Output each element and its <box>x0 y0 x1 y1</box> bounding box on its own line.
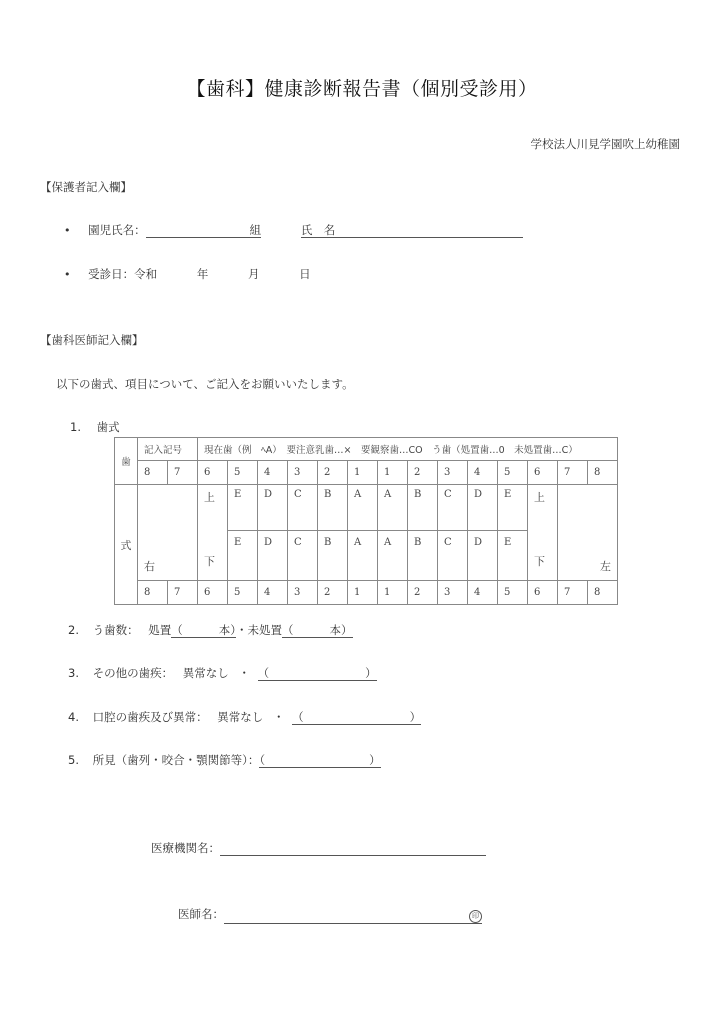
upper-tooth-number: 8 <box>588 461 618 485</box>
instruction-text: 以下の歯式、項目について、ご記入をお願いいたします。 <box>56 377 354 391</box>
no-abnormality-option[interactable]: 異常なし <box>217 710 264 724</box>
upper-primary-tooth-cell[interactable]: D <box>468 485 498 531</box>
lower-tooth-number: 7 <box>168 581 198 605</box>
year-label: 年 <box>196 267 209 281</box>
lower-primary-tooth-cell[interactable]: C <box>288 531 318 581</box>
item3-number: 3. <box>68 666 79 680</box>
upper-primary-tooth-cell[interactable]: C <box>288 485 318 531</box>
child-name-row <box>64 222 523 238</box>
doctor-label: 医師名： <box>178 907 224 921</box>
treated-count-field[interactable] <box>171 623 236 638</box>
bullet-icon: • <box>64 268 71 281</box>
name-field[interactable] <box>301 223 524 238</box>
open-paren: （ <box>292 710 304 724</box>
lower-label: 下 <box>534 555 545 568</box>
month-label: 月 <box>247 267 260 281</box>
upper-lower-cell-right[interactable] <box>198 485 228 581</box>
upper-tooth-number: 4 <box>468 461 498 485</box>
right-label: 右 <box>144 560 155 573</box>
upper-primary-tooth-cell[interactable]: E <box>228 485 258 531</box>
upper-tooth-number: 3 <box>288 461 318 485</box>
row-header-formula: 式 <box>115 485 138 605</box>
exam-date-label: 受診日：令和 <box>88 267 158 281</box>
item3-label: その他の歯疾： <box>92 666 174 680</box>
upper-tooth-number: 2 <box>408 461 438 485</box>
symbol-header: 記入記号 <box>138 438 198 461</box>
page-title: 【歯科】健康診断報告書（個別受診用） <box>186 78 538 100</box>
left-label: 左 <box>600 560 611 573</box>
item1-label: 歯式 <box>96 420 120 434</box>
lower-primary-tooth-cell[interactable]: A <box>348 531 378 581</box>
item1-number: 1. <box>70 420 81 434</box>
left-side-cell[interactable] <box>558 485 618 581</box>
lower-tooth-number: 3 <box>438 581 468 605</box>
lower-tooth-number: 5 <box>228 581 258 605</box>
upper-tooth-number: 5 <box>498 461 528 485</box>
upper-primary-tooth-cell[interactable]: A <box>378 485 408 531</box>
lower-tooth-number: 6 <box>528 581 558 605</box>
lower-tooth-number: 8 <box>138 581 168 605</box>
upper-primary-tooth-cell[interactable]: A <box>348 485 378 531</box>
symbol-legend: 現在歯（例 ﾍA） 要注意乳歯…× 要観察歯…CO う歯（処置歯…0 未処置歯…C） <box>198 438 618 461</box>
item5-field[interactable] <box>259 753 380 768</box>
close-paren: ） <box>409 710 422 724</box>
doctor-row <box>178 906 482 924</box>
lower-tooth-number: 5 <box>498 581 528 605</box>
upper-tooth-number: 7 <box>168 461 198 485</box>
institution-row <box>151 840 486 856</box>
upper-label: 上 <box>204 491 215 504</box>
lower-tooth-number: 1 <box>378 581 408 605</box>
open-paren: （ <box>171 623 183 637</box>
open-paren: （ <box>259 753 266 767</box>
guardian-section-heading: 【保護者記入欄】 <box>40 180 132 194</box>
item2-label: う歯数： <box>92 623 139 637</box>
right-side-cell[interactable] <box>138 485 198 581</box>
doctor-field[interactable] <box>224 907 482 924</box>
item2-number: 2. <box>68 623 79 637</box>
item3-row <box>68 665 377 681</box>
lower-tooth-number: 2 <box>408 581 438 605</box>
lower-primary-tooth-cell[interactable]: B <box>318 531 348 581</box>
institution-label: 医療機関名： <box>151 841 220 855</box>
class-field[interactable] <box>146 223 262 238</box>
lower-primary-tooth-cell[interactable]: E <box>498 531 528 581</box>
lower-label: 下 <box>204 555 215 568</box>
lower-tooth-number: 4 <box>468 581 498 605</box>
row-header-teeth: 歯 <box>115 438 138 485</box>
upper-primary-tooth-cell[interactable]: D <box>258 485 288 531</box>
item4-row <box>68 709 421 725</box>
item1-row <box>70 419 120 435</box>
item5-number: 5. <box>68 753 79 767</box>
close-paren: ） <box>365 666 377 680</box>
item4-field[interactable] <box>292 710 421 725</box>
separator: ・ <box>238 666 250 680</box>
lower-tooth-number: 3 <box>288 581 318 605</box>
item5-row <box>68 752 381 768</box>
open-paren: （ <box>282 623 294 637</box>
lower-primary-tooth-cell[interactable]: E <box>228 531 258 581</box>
lower-primary-tooth-cell[interactable]: D <box>258 531 288 581</box>
upper-tooth-number: 1 <box>378 461 408 485</box>
lower-tooth-number: 6 <box>198 581 228 605</box>
upper-tooth-number: 8 <box>138 461 168 485</box>
name-label: 氏 名 <box>300 223 336 237</box>
upper-tooth-number: 2 <box>318 461 348 485</box>
lower-tooth-number: 1 <box>348 581 378 605</box>
untreated-count-field[interactable] <box>282 623 353 638</box>
lower-tooth-number: 2 <box>318 581 348 605</box>
item4-number: 4. <box>68 710 79 724</box>
upper-primary-tooth-cell[interactable]: E <box>498 485 528 531</box>
separator: ・ <box>236 623 248 637</box>
lower-primary-tooth-cell[interactable]: D <box>468 531 498 581</box>
upper-tooth-number: 1 <box>348 461 378 485</box>
lower-primary-tooth-cell[interactable]: B <box>408 531 438 581</box>
upper-tooth-number: 4 <box>258 461 288 485</box>
institution-field[interactable] <box>220 841 486 856</box>
lower-primary-tooth-cell[interactable]: A <box>378 531 408 581</box>
upper-tooth-number: 5 <box>228 461 258 485</box>
item2-row <box>68 622 353 638</box>
dentist-section-heading: 【歯科医師記入欄】 <box>40 333 144 347</box>
upper-lower-cell-left[interactable] <box>528 485 558 581</box>
separator: ・ <box>272 710 285 724</box>
lower-tooth-number: 8 <box>588 581 618 605</box>
no-abnormality-option[interactable]: 異常なし <box>182 666 229 680</box>
organization-name: 学校法人川見学園吹上幼稚園 <box>530 137 680 151</box>
upper-tooth-number: 7 <box>558 461 588 485</box>
untreated-label: 未処置 <box>247 623 283 637</box>
upper-primary-tooth-cell[interactable]: C <box>438 485 468 531</box>
dental-chart <box>114 437 618 605</box>
upper-primary-tooth-cell[interactable]: B <box>318 485 348 531</box>
lower-tooth-number: 4 <box>258 581 288 605</box>
day-label: 日 <box>299 267 311 281</box>
upper-tooth-number: 3 <box>438 461 468 485</box>
lower-tooth-number: 7 <box>558 581 588 605</box>
lower-primary-tooth-cell[interactable]: C <box>438 531 468 581</box>
child-name-label: 園児氏名： <box>88 223 146 237</box>
open-paren: （ <box>257 666 270 680</box>
item5-label: 所見（歯列・咬合・顎関節等）： <box>92 753 260 767</box>
treated-label: 処置 <box>148 623 172 637</box>
close-paren: ） <box>369 753 381 767</box>
upper-tooth-number: 6 <box>198 461 228 485</box>
bullet-icon: • <box>64 224 71 237</box>
unit-label: 本） <box>329 623 353 637</box>
upper-label: 上 <box>534 491 545 504</box>
upper-primary-tooth-cell[interactable]: B <box>408 485 438 531</box>
item3-field[interactable] <box>258 666 377 681</box>
seal-icon: 印 <box>469 910 482 923</box>
upper-tooth-number: 6 <box>528 461 558 485</box>
unit-label: 本） <box>218 623 237 637</box>
class-suffix: 組 <box>249 223 262 237</box>
exam-date-row <box>64 266 311 282</box>
item4-label: 口腔の歯疾及び異常： <box>92 710 208 724</box>
